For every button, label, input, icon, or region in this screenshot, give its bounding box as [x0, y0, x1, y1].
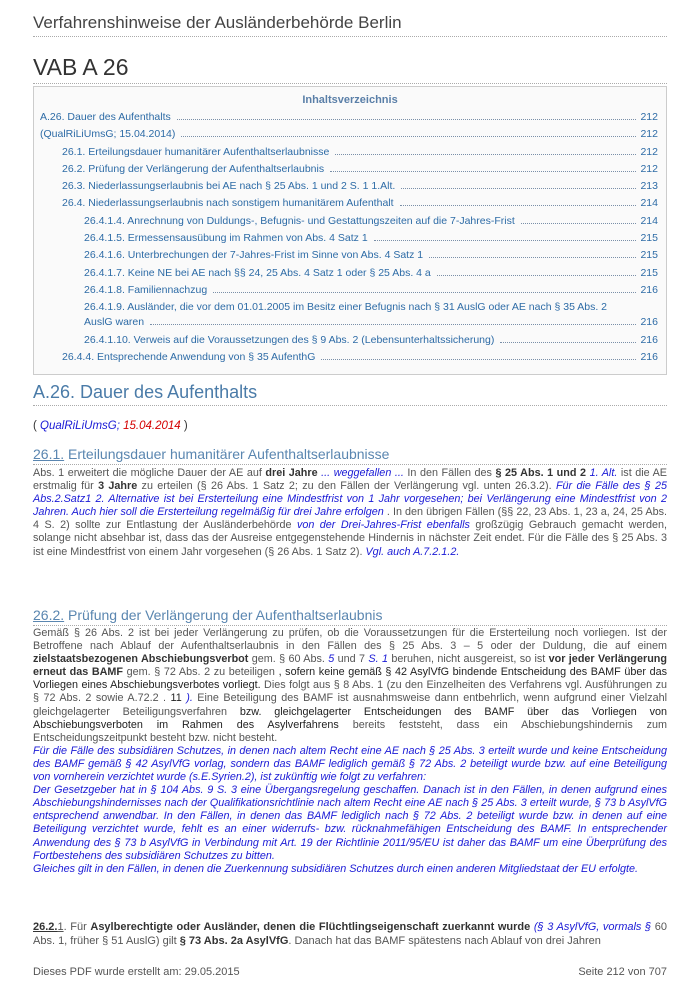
toc-leader: [150, 324, 636, 325]
toc-entry-page: 212: [640, 128, 658, 141]
toc-leader: [213, 292, 636, 293]
section-divider: [33, 405, 667, 406]
subsection-number-suffix: 1: [57, 921, 64, 933]
toc-entry-text: 26.4.1.10. Verweis auf die Voraussetzungen des § 9 Abs. 2 (Lebensunterhaltssicherung): [84, 333, 495, 346]
toc-entry[interactable]: [34, 214, 666, 229]
subsection-title-26-1: [33, 446, 389, 462]
text-run-bold: vor jeder Verlängerung erneut das BAMF: [33, 653, 667, 679]
toc-leader: [437, 275, 637, 276]
text-run-amended: , sofern keine gemäß § 42 AsylVfG bindende Entscheidung des BAMF über das Vorliegen eines Abschiebungsverbotes vorliegt.: [33, 666, 667, 692]
qual-close: ): [180, 420, 188, 432]
toc-entry-text: 26.4. Niederlassungserlaubnis nach sonstigem humanitärem Aufenthalt: [62, 197, 394, 210]
toc-entry[interactable]: [34, 350, 666, 365]
toc-entry-page: 215: [640, 266, 658, 279]
qualification-note: [33, 420, 188, 432]
toc-leader: [401, 188, 636, 189]
document-title: VAB A 26: [33, 54, 129, 80]
text-run: . Für: [63, 921, 91, 933]
footer-page-number: Seite 212 von 707: [578, 966, 667, 978]
toc-entry-page: 215: [640, 232, 658, 245]
text-run-amended: bzw. gleichgelagerter Entscheidungen des BAMF über das Vorliegen von Abschiebungsverboten im Rahmen des Asylverfahrens: [33, 705, 668, 731]
toc-entry-page: 214: [640, 214, 658, 227]
toc-entry[interactable]: [34, 196, 666, 211]
paragraph-26-2-1: [33, 920, 667, 948]
toc-leader: [500, 342, 636, 343]
toc-leader: [429, 257, 636, 258]
toc-entry-page: 216: [640, 350, 658, 363]
cross-reference-link[interactable]: Vgl. auch A.7.2.1.2.: [365, 545, 460, 558]
toc-entry[interactable]: [34, 266, 666, 281]
footer-created-date: Dieses PDF wurde erstellt am: 29.05.2015: [33, 966, 240, 978]
subsection-number[interactable]: 26.2.: [33, 607, 65, 623]
toc-entry-text: 26.4.1.9. Ausländer, die vor dem 01.01.2005 im Besitz einer Befugnis nach § 31 AuslG oder AE nach § 35 Abs. 2: [84, 301, 608, 314]
text-run: gem. § 72 Abs. 2 zu beteiligen: [123, 666, 279, 679]
text-run: gem. § 60 Abs.: [248, 653, 329, 666]
text-run-bold: § 25 Abs. 1 und 2: [495, 467, 587, 479]
toc-entry[interactable]: [34, 110, 666, 125]
toc-list: [34, 110, 666, 365]
qual-open: (: [33, 420, 41, 432]
text-run-amended: 5: [328, 653, 335, 666]
toc-entry-page: 212: [640, 162, 658, 175]
toc-leader: [374, 240, 637, 241]
qual-date: 15.04.2014: [119, 420, 181, 432]
text-run-amended: S. 1: [368, 653, 388, 666]
subsection-heading: Prüfung der Verlängerung der Aufenthaltserlaubnis: [64, 607, 383, 623]
text-run-bold: 3 Jahre: [98, 480, 138, 493]
toc-entry-page: 213: [640, 180, 658, 193]
text-run-bold: zielstaatsbezogenen Abschiebungsverbot: [33, 653, 249, 666]
toc-entry[interactable]: [34, 300, 666, 330]
subsection-number[interactable]: 26.1.: [33, 446, 65, 462]
text-run-amended: 1. Alt.: [586, 467, 618, 479]
toc-entry[interactable]: [34, 283, 666, 298]
toc-entry[interactable]: [34, 333, 666, 348]
text-run: zu erteilen (§ 26 Abs. 1 Satz 2; zu den Fällen der Verlängerung vgl. unten 26.3.2).: [137, 480, 556, 493]
paragraph-26-2: [33, 627, 667, 876]
text-run-amended: (§ 3 AsylVfG, vormals §: [530, 921, 652, 933]
text-run: Gemäß § 26 Abs. 2 ist bei jeder Verlängerung zu prüfen, ob die Voraussetzungen für die Ersterteilung noch vorliegen. Ist der Betroffene nach Ablauf der Aufenthaltserlaubnis in den Fällen des § 25 Abs. 3 – 5 oder der Duldung, die auf einem: [33, 627, 667, 653]
toc-entry-text: 26.4.4. Entsprechende Anwendung von § 35 AufenthG: [62, 350, 316, 363]
text-run: beruhen, nicht ausgereist, so ist: [387, 653, 549, 666]
text-run: großzügig Gebrauch gemacht werden, solange nicht absehbar ist, dass das der Ausreise entgegenstehende Hindernis in nächster Zeit endet. Für die Fälle des § 25 Abs. 3 ist eine Mindestfrist von einem Jahr vorgesehen (§ 26 Abs. 1 Satz 2).: [33, 519, 667, 558]
toc-heading: Inhaltsverzeichnis: [302, 94, 398, 106]
toc-leader: [181, 136, 636, 137]
subsection-heading: Erteilungsdauer humanitärer Aufenthaltserlaubnisse: [64, 446, 390, 462]
toc-entry-text: A.26. Dauer des Aufenthalts: [40, 111, 171, 123]
text-run: bereits feststeht, dass ein Abschiebungshindernis zum Entscheidungszeitpunkt besteht bzw. nicht besteht.: [33, 718, 667, 744]
text-run: Eine Beteiligung des BAMF ist ausnahmsweise dann entbehrlich, wenn aufgrund einer Vielzahl gleichgelagerter Beteiligungsverfahren: [33, 692, 667, 718]
toc-entry-page: 215: [640, 249, 658, 262]
text-run-amended: ).: [181, 692, 193, 705]
text-run: ist die AE erstmalig für: [33, 467, 668, 493]
table-of-contents: [33, 86, 667, 375]
toc-entry-text: 26.4.1.7. Keine NE bei AE nach §§ 24, 25 Abs. 4 Satz 1 oder § 25 Abs. 4 a: [84, 266, 431, 279]
toc-entry[interactable]: [34, 162, 666, 177]
toc-entry-page: 216: [640, 333, 658, 346]
toc-entry[interactable]: [34, 179, 666, 194]
toc-entry-page: 214: [640, 197, 658, 210]
toc-entry-text: 26.3. Niederlassungserlaubnis bei AE nach § 25 Abs. 1 und 2 S. 1 1.Alt.: [62, 180, 396, 193]
toc-entry[interactable]: [34, 231, 666, 246]
subsection-title-26-2: [33, 607, 382, 623]
text-run: . In den übrigen Fällen (§§ 22, 23 Abs. 1, 23 a, 24, 25 Abs. 4 S. 2) sollte zur Entlastung der Ausländerbehörde: [33, 506, 667, 532]
toc-entry-page: 212: [640, 145, 658, 158]
paragraph-26-1: [33, 467, 667, 559]
text-run-bold: § 73 Abs. 2a AsylVfG: [179, 935, 289, 947]
toc-leader: [177, 119, 637, 120]
text-run: In den Fällen des: [403, 467, 496, 479]
toc-entry[interactable]: [34, 127, 666, 142]
toc-entry-text: 26.1. Erteilungsdauer humanitärer Aufenthaltserlaubnisse: [62, 145, 330, 158]
toc-entry-text-continued: AuslG waren: [84, 316, 145, 329]
toc-leader: [521, 223, 637, 224]
text-run-amended: Für die Fälle des subsidiären Schutzes, in denen nach altem Recht eine AE nach § 25 Abs. 3 erteilt wurde und keine Entscheidung des BAMF gemäß § 42 AsylVfG vorlag, sondern das BAMF lediglich gemäß § 72 Abs. 2 beteiligt wurde bzw. auf eine Beteiligung von vornherein verzichtet wurde (s.E.Syrien.2), ist zukünftig wie folgt zu verfahren:: [33, 744, 667, 784]
text-run: Abs. 1 erweitert die mögliche Dauer der AE auf: [33, 467, 266, 479]
text-run-amended: Der Gesetzgeber hat in § 104 Abs. 9 S. 3 eine Übergangsregelung geschaffen. Danach ist in den Fällen, in denen aufgrund eines Abschiebungshindernisses nach der Qualifikationsrichtlinie nach altem Recht eine AE nach § 25 Abs. 3 erteilt wurde, § 73 b AsylVfG entsprechend anwendbar. In den Fällen, in denen das BAMF lediglich nach § 72 Abs. 2 beteiligt wurde bzw. in denen auf eine Beteiligung verzichtet wurde, fehlt es an einer widerrufs- bzw. rücknahmefähigen Entscheidung des BAMF. In entsprechender Anwendung des § 73 b AsylVfG in Verbindung mit Art. 19 der Richtlinie 2011/95/EU ist daher das BAMF um eine Überprüfung des Fortbestehens des subsidiären Schutzes zu bitten.: [33, 784, 667, 862]
toc-entry-text: 26.4.1.6. Unterbrechungen der 7-Jahres-Frist im Sinne von Abs. 4 Satz 1: [84, 249, 424, 262]
text-run: Dies folgt aus § 8 Abs. 1 (zu den Einzelheiten des Verfahrens vgl. Ausführungen zu § 72 Abs. 2 sowie A.72.2 .: [33, 679, 667, 705]
text-run-amended: von der Drei-Jahres-Frist ebenfalls: [296, 519, 470, 532]
text-run-amended: ... weggefallen ...: [317, 467, 404, 479]
running-header: Verfahrenshinweise der Ausländerbehörde Berlin: [33, 13, 402, 32]
text-run-bold: Asylberechtigte oder Ausländer, denen die Flüchtlingseigenschaft zuerkannt wurde: [90, 921, 531, 933]
toc-leader: [400, 205, 637, 206]
text-run: . Danach hat das BAMF spätestens nach Ablauf von drei Jahren: [288, 935, 601, 947]
text-run: und 7: [334, 653, 369, 666]
toc-leader: [321, 359, 636, 360]
toc-entry-text: 26.4.1.4. Anrechnung von Duldungs-, Befugnis- und Gestattungszeiten auf die 7-Jahres-Frist: [84, 214, 515, 227]
text-run: 60 Abs. 1, früher § 51 AuslG) gilt: [33, 921, 668, 947]
header-divider: [33, 36, 667, 37]
toc-entry-page: 212: [640, 111, 658, 123]
toc-leader: [335, 154, 636, 155]
toc-entry-page: 216: [640, 316, 658, 329]
toc-entry-text: 26.2. Prüfung der Verlängerung der Aufenthaltserlaubnis: [62, 162, 325, 175]
text-run-amended: 11: [170, 692, 182, 705]
toc-entry-page: 216: [640, 283, 658, 296]
text-run-amended: Für die Fälle des § 25 Abs.2.Satz1 2. Alternative ist bei Ersterteilung eine Mindestfrist von 1 Jahr vorgesehen; bei Verlängerung eine Mindestfrist von 2 Jahren. Auch hier soll die Ersterteilung regelmäßig für drei Jahre erfolgen: [33, 480, 668, 519]
title-divider: [33, 83, 667, 84]
section-title: A.26. Dauer des Aufenthalts: [33, 382, 258, 402]
subsection-divider: [33, 464, 667, 465]
subsection-divider: [33, 625, 667, 626]
text-run-amended: Gleiches gilt in den Fällen, in denen die Zuerkennung subsidiären Schutzes durch einen anderen Mitgliedstaat der EU erfolgte.: [33, 862, 638, 875]
text-run-bold: drei Jahre: [265, 467, 318, 479]
qual-law-link[interactable]: QualRiLiUmsG;: [40, 420, 120, 432]
toc-entry-text: (QualRiLiUmsG; 15.04.2014): [40, 128, 176, 141]
toc-entry[interactable]: [34, 145, 666, 160]
toc-entry-text: 26.4.1.5. Ermessensausübung im Rahmen von Abs. 4 Satz 1: [84, 232, 368, 245]
toc-entry-text: 26.4.1.8. Familiennachzug: [84, 283, 208, 296]
subsection-number[interactable]: 26.2.: [33, 921, 58, 933]
toc-entry[interactable]: [34, 248, 666, 263]
toc-leader: [330, 171, 636, 172]
